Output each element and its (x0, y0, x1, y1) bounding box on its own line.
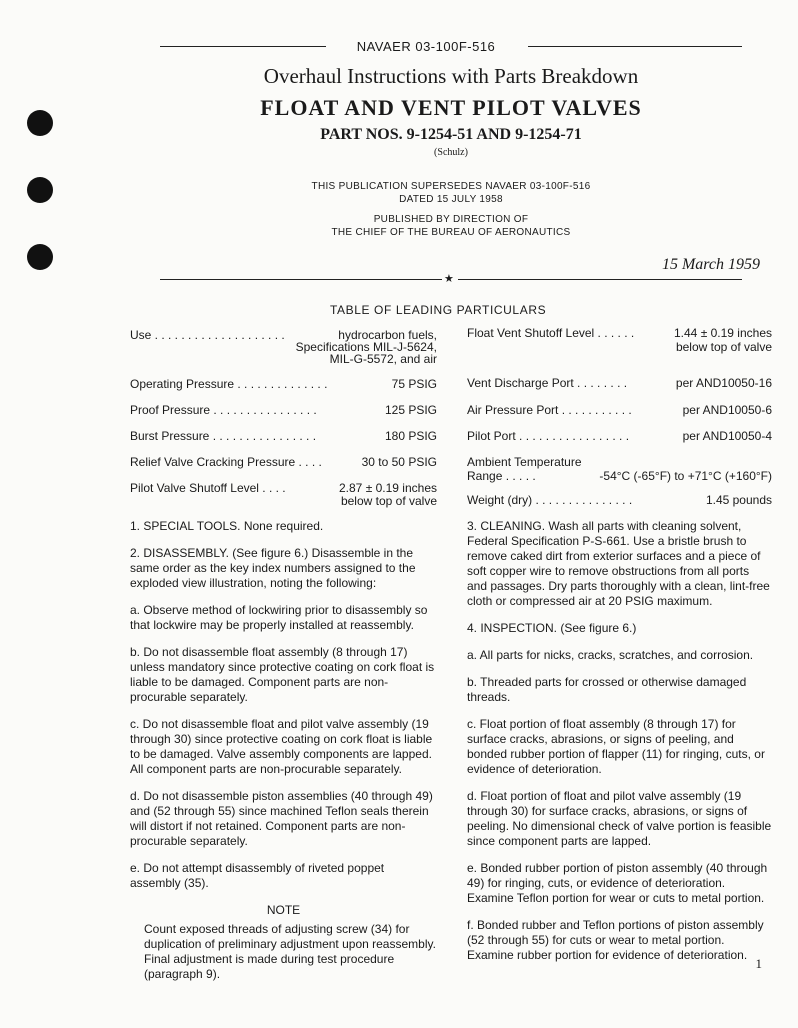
subparagraph-d: d. Float portion of float and pilot valve assembly (19 through 30) for surface cracks, abrasions, or signs of peeling. No dimensional check of valve portion is feasible since component parts are lapped. (467, 789, 772, 848)
particular-label: Range . . . . . (467, 469, 536, 483)
table-title: TABLE OF LEADING PARTICULARS (330, 303, 547, 317)
supersedes-line-1: THIS PUBLICATION SUPERSEDES NAVAER 03-100F-516 (311, 181, 591, 192)
particular-value: 1.44 ± 0.19 inches (674, 326, 772, 340)
particular-value: 2.87 ± 0.19 inches (339, 481, 437, 495)
subparagraph-e: e. Bonded rubber portion of piston assembly (40 through 49) for ringing, cuts, or evidence of deterioration. Examine Teflon portion for wear or cuts to metal portion. (467, 861, 768, 905)
particular-value: per AND10050-6 (682, 403, 772, 417)
particular-value: 1.45 pounds (705, 493, 772, 507)
published-line-2: THE CHIEF OF THE BUREAU OF AERONAUTICS (331, 227, 571, 238)
title-line-1: Overhaul Instructions with Parts Breakdown (263, 64, 639, 88)
published-line-1: PUBLISHED BY DIRECTION OF (373, 214, 529, 225)
body-left-column (130, 519, 437, 982)
particular-value: 180 PSIG (384, 429, 437, 443)
publication-date: 15 March 1959 (661, 256, 760, 273)
subparagraph-b: b. Do not disassemble float assembly (8 through 17) unless mandatory since protective coating on cork float is liable to be damaged. Component parts are non-procurable separately. (130, 645, 435, 704)
particular-label: Vent Discharge Port . . . . . . . . (467, 376, 628, 390)
note-heading: NOTE (266, 903, 301, 917)
subparagraph-c: c. Float portion of float assembly (8 through 17) for surface cracks, abrasions, or signs of peeling, and bonded rubber portion of flapper (11) for ringing, cuts, or evidence of deterioration. (467, 717, 765, 776)
paragraph-special-tools: 1. SPECIAL TOOLS. None required. (130, 519, 324, 533)
paragraph-inspection: 4. INSPECTION. (See figure 6.) (467, 621, 637, 635)
paragraph-cleaning: 3. CLEANING. Wash all parts with cleaning solvent, Federal Specification P-S-661. Use a bristle brush to remove caked dirt from exterior surfaces and a piece of soft copper wire to remove obstructions from all ports and passages. Dry parts thoroughly with a clean, lint-free cloth or compressed air at 20 PSIG maximum. (467, 519, 770, 608)
particular-label: Float Vent Shutoff Level . . . . . . (467, 326, 635, 340)
note-body: Count exposed threads of adjusting screw (34) for duplication of preliminary adjustment upon reassembly. Final adjustment is made during test procedure (paragraph 9). (144, 922, 436, 981)
binder-hole (27, 177, 53, 203)
subparagraph-e: e. Do not attempt disassembly of riveted poppet assembly (35). (130, 861, 385, 890)
particular-value: below top of valve (675, 340, 772, 354)
page-number: 1 (755, 956, 762, 971)
particular-value: MIL-G-5572, and air (329, 352, 437, 366)
subparagraph-a: a. Observe method of lockwiring prior to disassembly so that lockwire may be properly installed at reassembly. (130, 603, 428, 632)
part-numbers: PART NOS. 9-1254-51 AND 9-1254-71 (320, 126, 582, 143)
star-rule-right (458, 279, 742, 280)
subparagraph-c: c. Do not disassemble float and pilot valve assembly (19 through 30) since protective coating on cork float is liable to be damaged. Valve assembly components are lapped. All component parts are non-procurable separately. (130, 717, 433, 776)
particular-label: Weight (dry) . . . . . . . . . . . . . . . (467, 493, 633, 507)
particular-value: Specifications MIL-J-5624, (295, 340, 437, 354)
subparagraph-a: a. All parts for nicks, cracks, scratches, and corrosion. (467, 648, 754, 662)
body-right-column (467, 519, 772, 975)
particular-label: Burst Pressure . . . . . . . . . . . . . . . . (130, 429, 317, 443)
supersedes-line-2: DATED 15 JULY 1958 (399, 194, 503, 205)
particular-label: Ambient Temperature (467, 455, 582, 469)
particular-value: 75 PSIG (391, 377, 437, 391)
star-rule-left (160, 279, 442, 280)
paragraph-disassembly: 2. DISASSEMBLY. (See figure 6.) Disassemble in the same order as the key index numbers assigned to the exploded view illustration, noting the following: (130, 546, 416, 590)
particular-value: per AND10050-4 (682, 429, 772, 443)
particular-label: Use . . . . . . . . . . . . . . . . . . . . (130, 328, 285, 342)
star-icon: ★ (444, 273, 454, 285)
particular-value: hydrocarbon fuels, (338, 328, 437, 342)
title-line-2: FLOAT AND VENT PILOT VALVES (260, 95, 642, 120)
subparagraph-b: b. Threaded parts for crossed or otherwise damaged threads. (467, 675, 747, 704)
subparagraph-d: d. Do not disassemble piston assemblies (40 through 49) and (52 through 55) since machined Teflon seals therein will distort if not retained. Component parts are non-procurable separately. (130, 789, 433, 848)
particular-value: 125 PSIG (384, 403, 437, 417)
header-rule-left (160, 46, 326, 47)
binder-hole (27, 110, 53, 136)
subparagraph-f: f. Bonded rubber and Teflon portions of piston assembly (52 through 55) for cuts or wear to metal portion. Examine rubber portion for evidence of deterioration. (467, 918, 764, 962)
particular-value: below top of valve (340, 494, 437, 508)
particular-label: Proof Pressure . . . . . . . . . . . . . . . . (130, 403, 317, 417)
particular-label: Relief Valve Cracking Pressure . . . . (130, 455, 322, 469)
particular-label: Pilot Valve Shutoff Level . . . . (130, 481, 286, 495)
particular-label: Air Pressure Port . . . . . . . . . . . (467, 403, 632, 417)
header-rule-right (528, 46, 742, 47)
doc-number: NAVAER 03-100F-516 (356, 39, 496, 54)
manufacturer: (Schulz) (434, 147, 468, 158)
particular-value: -54°C (-65°F) to +71°C (+160°F) (599, 469, 772, 483)
particular-label: Pilot Port . . . . . . . . . . . . . . . . . (467, 429, 630, 443)
binder-hole (27, 244, 53, 270)
particular-value: 30 to 50 PSIG (361, 455, 437, 469)
particular-label: Operating Pressure . . . . . . . . . . . . . . (130, 377, 328, 391)
particular-value: per AND10050-16 (675, 376, 772, 390)
